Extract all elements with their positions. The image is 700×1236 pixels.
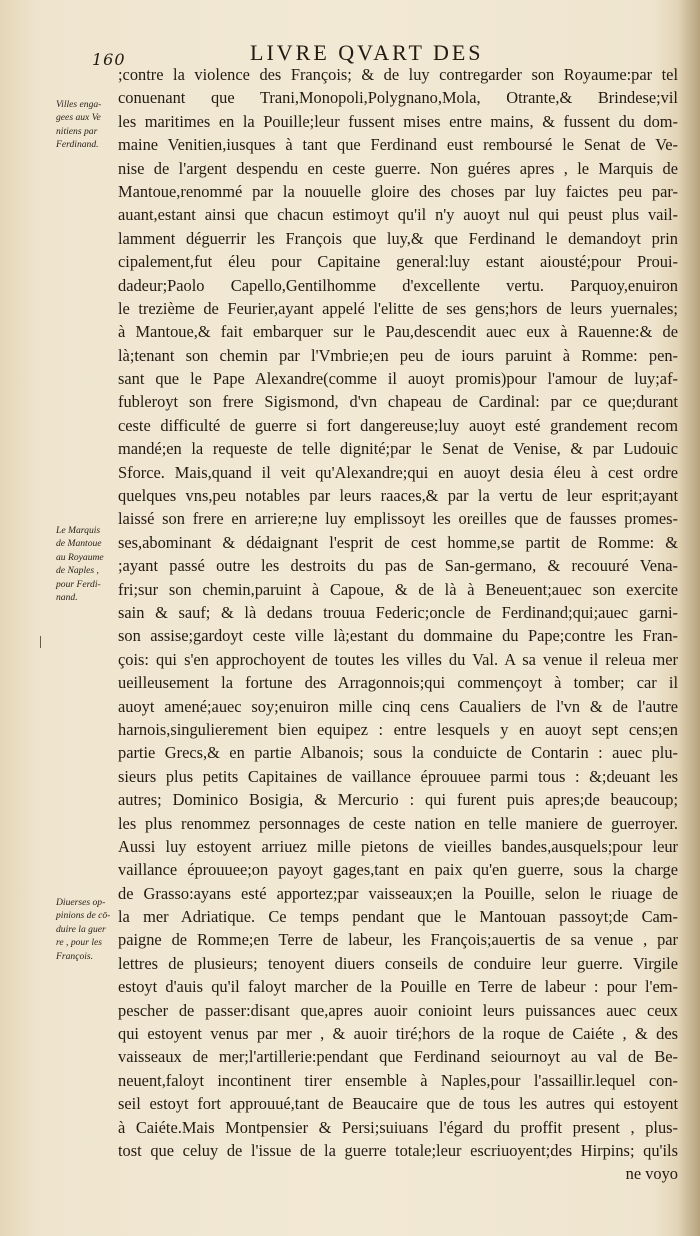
margin-note-line: François. [56,950,94,962]
text-line: maine Venitien,iusques à tant que Ferdinand eust remboursé le Senat de Ve- [118,135,678,155]
margin-note-marquis [56,524,118,604]
text-line: le trezième de Feurier,ayant appelé l'elitte de ses gens;hors de leurs yuernales; [118,298,678,318]
catchword: ne voyo [625,1164,678,1184]
text-line: sant que le Pape Alexandre(comme il auoyt promis)pour l'amour de luy;af- [118,369,678,389]
text-line: ceste difficulté de guerre si fort dangereuse;luy auoyt esté grandement recom [118,415,678,435]
margin-note-line: Villes enga- [56,99,102,110]
text-line: quelques vns,peu notables par leurs raaces,& par la vertu de leur esprit;ayant [118,486,678,506]
text-line: vaillance éprouuee;on payoyt gages,tant en paix qu'en guerre, sous la charge [118,860,678,880]
text-line: lettres de plusieurs; tenoyent diuers conseils de conduire leur guerre. Virgile [118,953,678,973]
text-line: ueilleusement la fortune des Arragonnois;qui commençoyt à tomber; car il [118,673,678,693]
margin-note-line: gees aux Ve [56,112,101,124]
text-line: dadeur;Paolo Capello,Gentilhomme d'excellente vertu. Parquoy,enuiron [118,275,678,295]
page-number: 160 [92,50,126,69]
text-line: les plus renommez personnages de ceste nation en telle maniere de guerroyer. [118,813,678,833]
text-line: conuenant que Trani,Monopoli,Polygnano,Mola, Otrante,& Brindese;vil [118,88,678,108]
text-line: là;tenant son chemin par l'Vmbrie;en peu de iours paruint à Romme: pen- [118,345,678,365]
text-line: sain & sauf; & là dedans trouua Federic;oncle de Ferdinand;qui;auec garni- [118,602,678,622]
margin-note-opinions [56,896,118,963]
margin-note-line: Ferdinand. [56,139,99,151]
margin-note-line: au Royaume [56,551,104,563]
running-head: LIVRE QVART DES [250,40,484,65]
text-line: de Grasso:ayans esté apportez;par vaisseaux;en la Pouille, selon le riuage de [118,883,678,903]
text-line: mandé;en la requeste de telle dignité;par le Senat de Venise, & par Ludouic [118,439,678,459]
margin-note-line: nitiens par [56,125,98,137]
margin-note-line: duire la guer [56,923,106,935]
text-line: neuent,faloyt incontinent tirer ensemble à Naples,pour l'assaillir.lequel con- [118,1070,678,1090]
margin-note-line: pour Ferdi- [56,578,101,590]
text-line: auoyt amené;auec soy;enuiron mille cinq cens Caualiers de l'vn & de l'autre [118,696,678,716]
text-line: son assise;gardoyt ceste ville là;estant du dommaine du Pape;contre les Fran- [118,626,678,646]
text-line: ;contre la violence des François; & de luy contregarder son Royaume:par tel [118,65,678,84]
text-line: laissé son frere en arriere;ne luy emplissoyt les oreilles que de fausses promes- [118,509,678,529]
text-line: les maritimes en la Pouille;leur fussent mises entre mains, & fussent du dom- [118,111,678,131]
text-line: ;ayant passé outre les destroits du pas de San-germano, & recouuré Vena- [118,556,678,576]
text-line: Mantoue,renommé par la nouuelle gloire des choses par luy faictes peu par- [118,181,678,201]
text-line: estoyt d'auis qu'il faloyt marcher de la Pouille en Terre de labeur : pour l'em- [118,977,678,997]
text-line: harnois,singulierement bien equipez : entre lesquels y en auoyt sept cens;en [118,719,678,739]
text-line: qui estoyent venus par mer , & auoir tiré;hors de la roque de Caiéte , & des [118,1024,678,1044]
text-line: sieurs plus petits Capitaines de vaillance éprouuee parmi tous : &;deuant les [118,766,678,786]
text-line: la mer Adriatique. Ce temps pendant que le Mantouan passoyt;de Cam- [118,907,678,927]
text-line: ses,abominant & dédaignant l'esprit de cest homme,se partit de Romme: & [118,532,678,552]
text-line: nise de l'argent despendu en ceste guerre. Non guéres apres , le Marquis de [118,158,678,178]
text-line: auant,estant ainsi que chacun estimoyt qu'il n'y auoyt nul qui peust plus vail- [118,205,678,225]
text-line: çois: qui s'en approchoyent de toutes les villes du Val. A sa venue il releua mer [118,649,678,669]
text-line: partie Grecs,& en partie Albanois; sous la conduicte de Contarin : auec plu- [118,743,678,763]
margin-ink-mark [40,636,41,648]
text-line: lamment déguerrir les François que luy,& que Ferdinand le demandoyt prin [118,228,678,248]
margin-note-line: Le Marquis [56,525,101,536]
margin-note-line: de Mantoue [56,538,102,550]
text-line: pescher de passer:disant que,apres auoir conioint leurs puissances auec ceux [118,1000,678,1020]
text-line: fri;sur son chemin,paruint à Capoue, & de là à Beneuent;auec son exercite [118,579,678,599]
margin-note-line: re , pour les [56,937,103,949]
text-line: cipalement,fut éleu pour Capitaine general:luy estant aiousté;pour Proui- [118,252,678,272]
text-line: paigne de Romme;en Terre de labeur, les François;auertis de sa venue , par [118,930,678,950]
margin-note-line: de Naples , [56,565,99,577]
text-line: à Caiéte.Mais Montpensier & Persi;suiuans l'égard du proffit present , plus- [118,1117,678,1137]
body-text [118,63,678,1186]
spine-shadow [678,0,700,1236]
text-line: à Mantoue,& fait embarquer sur le Pau,descendit auec eux à Rauenne:& de [118,322,678,342]
text-line: tost que celuy de l'issue de la guerre totale;leur escriuoyent;des Hirpins; qu'ils [118,1140,678,1160]
text-line: autres; Dominico Bosigia, & Mercurio : qui furent puis apres;de beaucoup; [118,790,678,810]
text-line: seil estoyt fort approuué,tant de Beaucaire que de tous les autres qui estoyent [118,1094,678,1114]
text-line: Aussi luy estoyent arriuez mille pietons de vieilles bandes,ausquels;pour leur [118,836,678,856]
margin-note-line: pinions de cō- [56,910,111,922]
text-line: Sforce. Mais,quand il veit qu'Alexandre;qui en auoyt desia éleu à cest ordre [118,462,678,482]
margin-note-villes [56,98,118,152]
text-line: fubleroyt son frere Sigismond, d'vn chapeau de Cardinal: par ce que;durant [118,392,678,412]
text-line: vaisseaux de mer;l'artillerie:pendant que Ferdinand seiournoyt au val de Be- [118,1047,678,1067]
margin-note-line: Diuerses op- [56,897,106,908]
margin-note-line: nand. [56,592,78,604]
